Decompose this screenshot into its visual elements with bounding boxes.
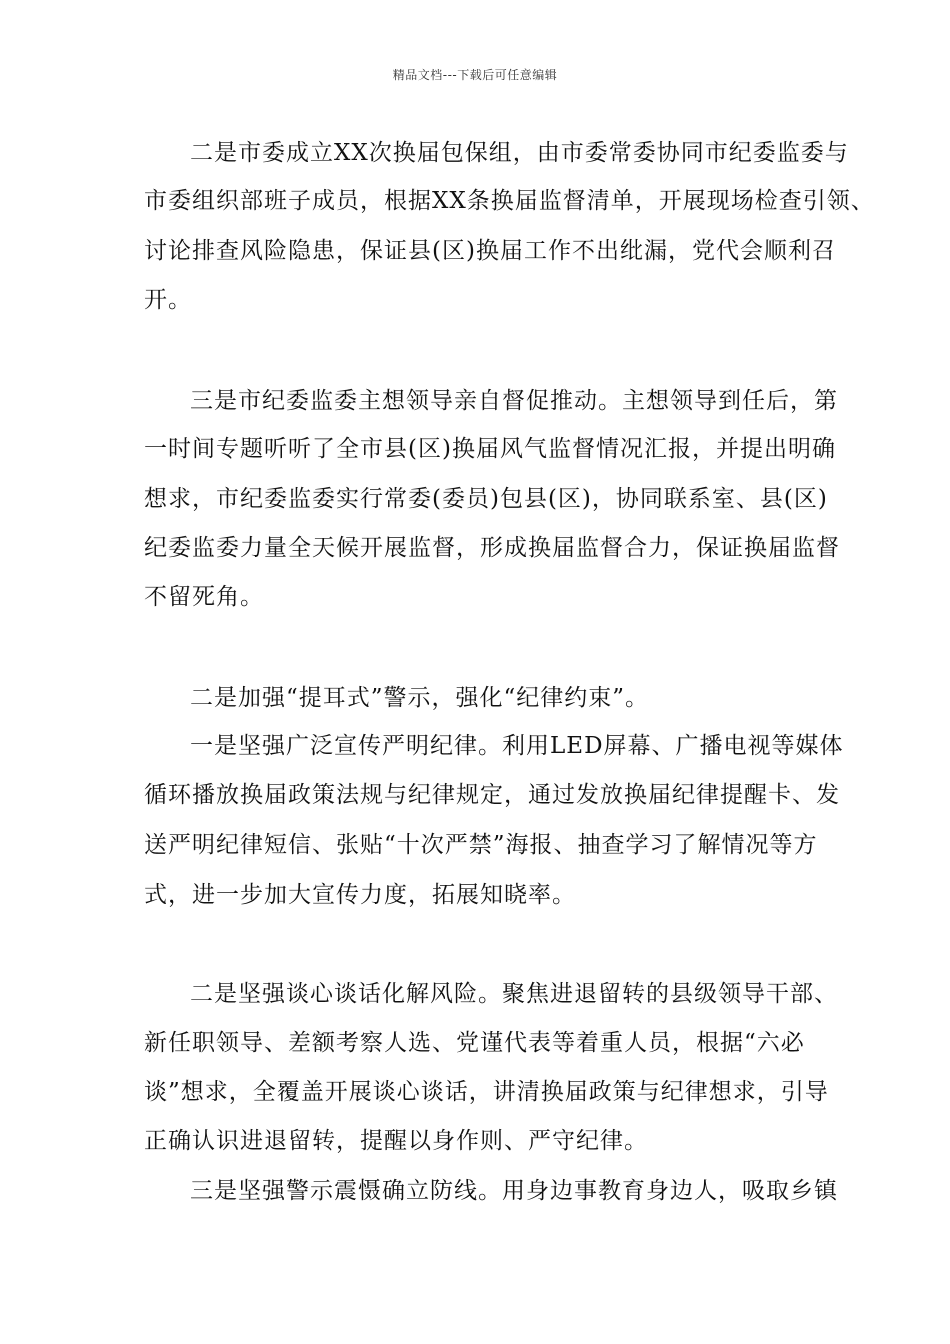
paragraph-line: 新任职领导、差额考察人选、党谨代表等着重人员，根据“六必 bbox=[144, 1030, 805, 1056]
paragraph-line: 三是坚强警示震慑确立防线。用身边事教育身边人，吸取乡镇 bbox=[190, 1178, 838, 1204]
paragraph-line: 三是市纪委监委主想领导亲自督促推动。主想领导到任后，第 bbox=[190, 388, 838, 414]
paragraph-line: 市委组织部班子成员，根据XX条换届监督清单，开展现场检查引领、 bbox=[144, 188, 875, 214]
paragraph-line: 循环播放换届政策法规与纪律规定，通过发放换届纪律提醒卡、发 bbox=[144, 782, 840, 808]
paragraph-line: 一时间专题听听了全市县(区)换届风气监督情况汇报，并提出明确 bbox=[144, 436, 836, 462]
paragraph-line: 谈”想求，全覆盖开展谈心谈话，讲清换届政策与纪律想求，引导 bbox=[144, 1079, 829, 1105]
paragraph-line: 纪委监委力量全天候开展监督，形成换届监督合力，保证换届监督 bbox=[144, 535, 840, 561]
paragraph-line: 一是坚强广泛宣传严明纪律。利用LED屏幕、广播电视等媒体 bbox=[190, 733, 844, 759]
paragraph-line: 正确认识进退留转，提醒以身作则、严守纪律。 bbox=[144, 1128, 648, 1154]
paragraph-line: 讨论排查风险隐患，保证县(区)换届工作不出纰漏，党代会顺利召 bbox=[144, 238, 836, 264]
paragraph-line: 二是市委成立XX次换届包保组，由市委常委协同市纪委监委与 bbox=[190, 140, 849, 166]
paragraph-line: 不留死角。 bbox=[144, 584, 264, 610]
paragraph-line: 二是坚强谈心谈话化解风险。聚焦进退留转的县级领导干部、 bbox=[190, 981, 838, 1007]
paragraph-line: 开。 bbox=[144, 287, 192, 313]
paragraph-line: 送严明纪律短信、张贴“十次严禁”海报、抽查学习了解情况等方 bbox=[144, 832, 818, 858]
paragraph-line: 式，进一步加大宣传力度，拓展知晓率。 bbox=[144, 882, 576, 908]
section-heading: 二是加强“提耳式”警示，强化“纪律约束”。 bbox=[190, 685, 650, 711]
page-header: 精品文档---下载后可任意编辑 bbox=[392, 68, 558, 82]
paragraph-line: 想求，市纪委监委实行常委(委员)包县(区)，协同联系室、县(区) bbox=[144, 486, 828, 512]
